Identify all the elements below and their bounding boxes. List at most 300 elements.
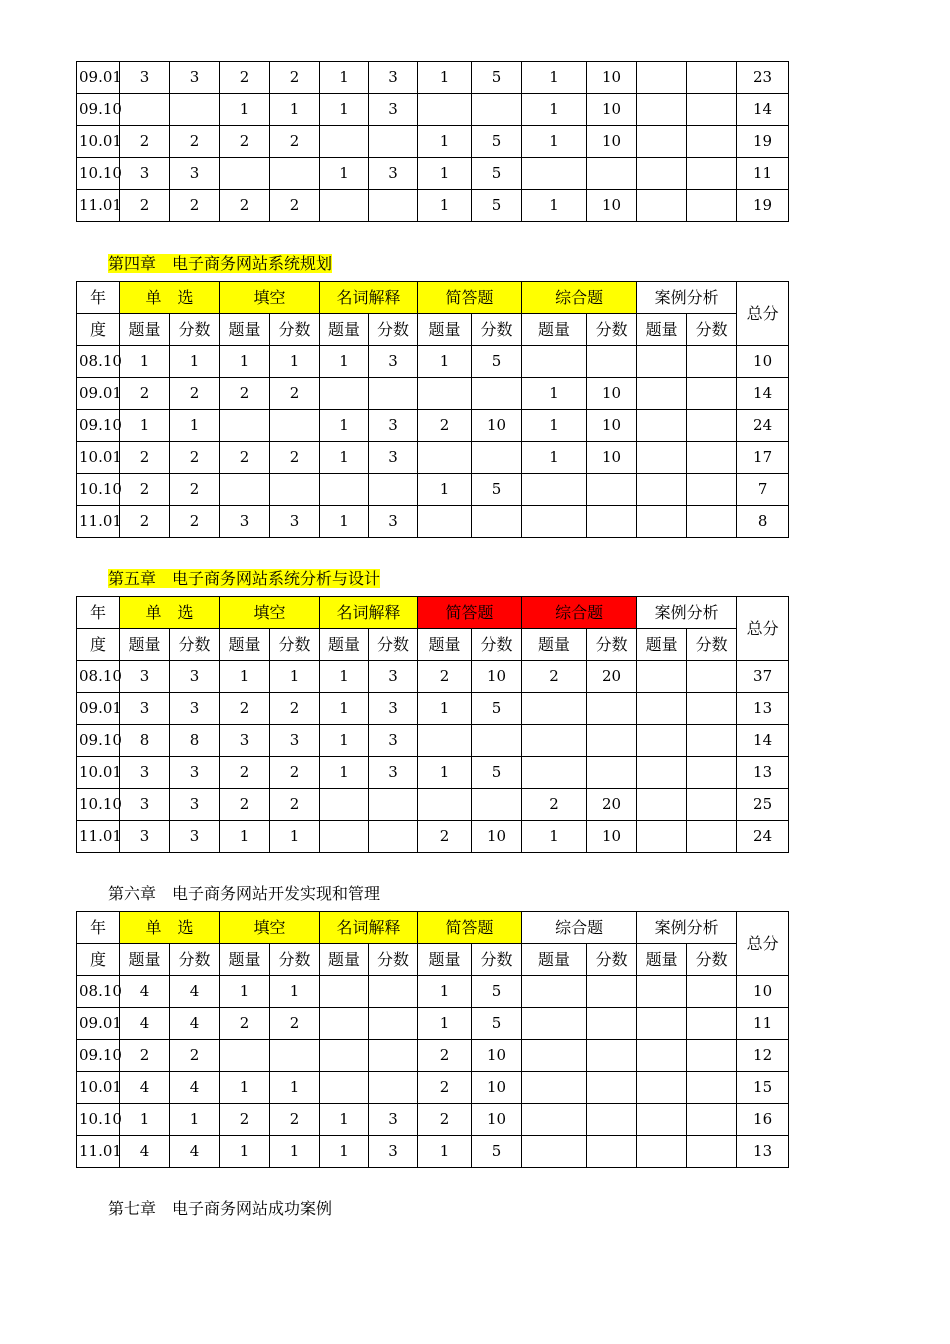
score-cell: 1	[522, 821, 587, 853]
score-cell: 3	[170, 757, 220, 789]
score-cell: 2	[270, 378, 320, 410]
score-cell	[522, 506, 587, 538]
score-cell: 4	[120, 1072, 170, 1104]
table-row	[77, 126, 789, 158]
chapter-4-title: 第四章 电子商务网站系统规划	[108, 254, 333, 273]
score-cell	[687, 821, 737, 853]
score-cell	[637, 158, 687, 190]
score-cell	[170, 94, 220, 126]
score-cell	[637, 821, 687, 853]
score-cell	[587, 1136, 637, 1168]
score-cell	[320, 1008, 369, 1040]
score-cell: 3	[369, 346, 418, 378]
score-cell	[637, 410, 687, 442]
header-year: 度	[77, 944, 120, 976]
score-cell	[587, 1040, 637, 1072]
header-total: 总分	[737, 597, 789, 661]
table-top-continued	[76, 61, 789, 222]
score-cell: 3	[170, 158, 220, 190]
score-cell: 10	[587, 410, 637, 442]
score-cell: 1	[220, 94, 270, 126]
header-count: 题量	[220, 629, 270, 661]
score-cell	[687, 976, 737, 1008]
score-cell	[320, 126, 369, 158]
score-cell: 3	[369, 94, 418, 126]
score-cell: 1	[320, 346, 369, 378]
header-score: 分数	[270, 314, 320, 346]
score-cell: 2	[220, 378, 270, 410]
score-cell	[687, 1136, 737, 1168]
score-cell	[687, 506, 737, 538]
score-cell	[320, 1040, 369, 1072]
header-count: 题量	[120, 314, 170, 346]
row-year: 11.01	[77, 506, 120, 538]
row-total: 7	[737, 474, 789, 506]
score-cell	[472, 94, 522, 126]
score-cell: 2	[220, 442, 270, 474]
table-row	[77, 693, 789, 725]
chapter-6-title: 第六章 电子商务网站开发实现和管理	[108, 884, 381, 903]
score-cell: 2	[270, 693, 320, 725]
score-cell: 4	[170, 976, 220, 1008]
score-cell	[320, 976, 369, 1008]
header-count: 题量	[522, 629, 587, 661]
score-cell	[522, 1136, 587, 1168]
score-cell: 3	[369, 661, 418, 693]
score-cell: 8	[170, 725, 220, 757]
score-cell: 5	[472, 126, 522, 158]
score-cell	[687, 62, 737, 94]
header-group: 简答题	[418, 282, 522, 314]
score-cell: 5	[472, 62, 522, 94]
score-cell: 2	[220, 693, 270, 725]
score-cell	[637, 1072, 687, 1104]
row-total: 12	[737, 1040, 789, 1072]
score-cell: 10	[587, 442, 637, 474]
score-cell: 1	[320, 442, 369, 474]
score-cell: 1	[418, 346, 472, 378]
score-cell: 2	[120, 442, 170, 474]
score-cell: 1	[120, 1104, 170, 1136]
score-cell: 10	[472, 821, 522, 853]
score-cell: 1	[522, 190, 587, 222]
score-cell: 4	[170, 1136, 220, 1168]
header-count: 题量	[120, 629, 170, 661]
score-cell: 1	[320, 94, 369, 126]
row-total: 10	[737, 346, 789, 378]
score-cell: 3	[120, 62, 170, 94]
header-subrow	[77, 944, 789, 976]
header-total: 总分	[737, 912, 789, 976]
row-total: 15	[737, 1072, 789, 1104]
score-cell: 1	[522, 410, 587, 442]
table-chapter-5	[76, 596, 789, 853]
table-row	[77, 62, 789, 94]
score-cell: 1	[522, 126, 587, 158]
score-cell	[637, 693, 687, 725]
score-cell: 2	[418, 1104, 472, 1136]
header-year: 年	[77, 597, 120, 629]
header-group: 名词解释	[320, 597, 418, 629]
score-cell	[369, 821, 418, 853]
score-cell	[687, 474, 737, 506]
score-cell: 2	[270, 1008, 320, 1040]
score-cell: 3	[369, 1104, 418, 1136]
header-score: 分数	[687, 944, 737, 976]
header-score: 分数	[687, 314, 737, 346]
score-cell	[637, 1008, 687, 1040]
score-cell	[637, 1104, 687, 1136]
score-cell: 4	[170, 1072, 220, 1104]
header-group: 名词解释	[320, 282, 418, 314]
row-total: 8	[737, 506, 789, 538]
score-cell: 3	[170, 821, 220, 853]
header-count: 题量	[120, 944, 170, 976]
score-cell	[687, 693, 737, 725]
score-cell: 1	[270, 346, 320, 378]
score-cell	[637, 126, 687, 158]
header-score: 分数	[170, 944, 220, 976]
score-cell: 1	[270, 661, 320, 693]
score-cell: 3	[270, 725, 320, 757]
row-year: 10.10	[77, 474, 120, 506]
score-cell: 2	[418, 1072, 472, 1104]
score-cell	[687, 1104, 737, 1136]
score-cell: 10	[587, 126, 637, 158]
score-cell: 5	[472, 1008, 522, 1040]
chapter-5-title: 第五章 电子商务网站系统分析与设计	[108, 569, 381, 588]
header-group: 综合题	[522, 282, 637, 314]
score-cell	[587, 158, 637, 190]
score-cell: 2	[170, 1040, 220, 1072]
score-cell	[687, 789, 737, 821]
score-cell: 5	[472, 693, 522, 725]
score-cell	[418, 506, 472, 538]
score-cell	[587, 506, 637, 538]
header-count: 题量	[220, 314, 270, 346]
score-table	[76, 596, 789, 853]
score-cell: 1	[120, 346, 170, 378]
score-cell: 1	[320, 506, 369, 538]
score-cell	[687, 346, 737, 378]
header-count: 题量	[320, 629, 369, 661]
score-cell: 3	[369, 725, 418, 757]
score-cell: 2	[270, 757, 320, 789]
score-cell	[320, 378, 369, 410]
header-score: 分数	[472, 944, 522, 976]
row-year: 10.10	[77, 158, 120, 190]
row-year: 10.01	[77, 442, 120, 474]
score-cell	[687, 410, 737, 442]
score-cell: 1	[320, 1104, 369, 1136]
row-year: 09.01	[77, 378, 120, 410]
score-cell: 2	[120, 378, 170, 410]
score-cell: 3	[220, 506, 270, 538]
header-score: 分数	[587, 944, 637, 976]
header-score: 分数	[587, 629, 637, 661]
table-row	[77, 725, 789, 757]
header-year: 度	[77, 629, 120, 661]
score-cell: 10	[587, 62, 637, 94]
score-cell: 1	[270, 1136, 320, 1168]
score-cell: 3	[120, 821, 170, 853]
header-group: 综合题	[522, 597, 637, 629]
header-group: 案例分析	[637, 282, 737, 314]
score-cell	[687, 158, 737, 190]
score-cell	[687, 94, 737, 126]
score-cell: 3	[170, 661, 220, 693]
score-cell	[320, 1072, 369, 1104]
score-cell: 3	[170, 693, 220, 725]
header-group: 简答题	[418, 597, 522, 629]
score-cell: 3	[270, 506, 320, 538]
score-cell: 8	[120, 725, 170, 757]
score-cell: 3	[170, 62, 220, 94]
score-cell	[637, 62, 687, 94]
score-cell: 2	[522, 661, 587, 693]
score-cell	[637, 442, 687, 474]
row-total: 24	[737, 410, 789, 442]
score-cell: 2	[418, 1040, 472, 1072]
score-table	[76, 281, 789, 538]
score-cell	[637, 190, 687, 222]
score-cell	[522, 346, 587, 378]
row-year: 10.01	[77, 126, 120, 158]
row-total: 19	[737, 126, 789, 158]
score-cell	[270, 410, 320, 442]
score-cell: 2	[270, 62, 320, 94]
score-cell: 2	[170, 442, 220, 474]
table-chapter-4	[76, 281, 789, 538]
header-score: 分数	[170, 314, 220, 346]
score-cell	[369, 474, 418, 506]
score-cell: 20	[587, 789, 637, 821]
score-cell: 2	[220, 190, 270, 222]
score-cell: 3	[369, 693, 418, 725]
row-total: 14	[737, 378, 789, 410]
table-row	[77, 442, 789, 474]
score-cell: 1	[418, 126, 472, 158]
score-cell: 10	[472, 1040, 522, 1072]
score-cell	[369, 1072, 418, 1104]
score-cell: 1	[320, 693, 369, 725]
score-cell: 1	[418, 976, 472, 1008]
row-year: 09.10	[77, 725, 120, 757]
score-cell	[369, 126, 418, 158]
score-cell	[418, 725, 472, 757]
score-cell: 20	[587, 661, 637, 693]
score-cell	[418, 378, 472, 410]
score-cell: 1	[270, 1072, 320, 1104]
score-cell: 4	[120, 1136, 170, 1168]
row-year: 09.10	[77, 1040, 120, 1072]
score-cell	[637, 346, 687, 378]
score-cell: 4	[120, 1008, 170, 1040]
score-cell: 1	[220, 821, 270, 853]
score-cell	[270, 158, 320, 190]
score-cell	[369, 378, 418, 410]
score-cell: 3	[369, 506, 418, 538]
score-cell: 10	[472, 410, 522, 442]
header-total: 总分	[737, 282, 789, 346]
score-cell: 10	[472, 1104, 522, 1136]
score-cell: 4	[170, 1008, 220, 1040]
score-cell	[522, 693, 587, 725]
row-year: 10.10	[77, 789, 120, 821]
header-count: 题量	[418, 314, 472, 346]
score-table	[76, 911, 789, 1168]
score-cell: 1	[170, 410, 220, 442]
score-cell: 2	[270, 126, 320, 158]
score-cell	[687, 1072, 737, 1104]
header-score: 分数	[369, 944, 418, 976]
score-cell	[220, 1040, 270, 1072]
header-count: 题量	[637, 944, 687, 976]
score-cell: 3	[170, 789, 220, 821]
score-cell: 2	[270, 1104, 320, 1136]
header-group: 填空	[220, 912, 320, 944]
score-cell: 2	[220, 789, 270, 821]
header-count: 题量	[637, 629, 687, 661]
score-cell: 1	[522, 442, 587, 474]
row-total: 24	[737, 821, 789, 853]
score-cell	[687, 1040, 737, 1072]
score-cell	[637, 1040, 687, 1072]
header-group: 单 选	[120, 597, 220, 629]
score-cell: 1	[418, 1136, 472, 1168]
score-cell: 2	[120, 126, 170, 158]
score-cell: 2	[170, 378, 220, 410]
header-year: 年	[77, 912, 120, 944]
header-group: 单 选	[120, 912, 220, 944]
score-cell	[522, 1008, 587, 1040]
score-cell	[587, 1072, 637, 1104]
score-cell	[120, 94, 170, 126]
score-cell	[637, 976, 687, 1008]
score-cell	[522, 474, 587, 506]
score-cell	[687, 725, 737, 757]
score-cell: 10	[587, 190, 637, 222]
score-cell	[637, 378, 687, 410]
score-cell: 1	[270, 821, 320, 853]
score-cell: 1	[220, 976, 270, 1008]
score-cell	[522, 757, 587, 789]
header-score: 分数	[472, 629, 522, 661]
score-cell: 10	[587, 94, 637, 126]
score-cell: 10	[587, 821, 637, 853]
score-cell: 2	[220, 62, 270, 94]
header-row	[77, 282, 789, 314]
score-cell	[320, 190, 369, 222]
score-cell: 2	[120, 474, 170, 506]
row-total: 13	[737, 693, 789, 725]
score-cell	[587, 693, 637, 725]
table-row	[77, 346, 789, 378]
header-score: 分数	[270, 944, 320, 976]
score-cell	[687, 661, 737, 693]
score-cell: 1	[320, 62, 369, 94]
row-year: 08.10	[77, 661, 120, 693]
score-cell: 5	[472, 976, 522, 1008]
row-total: 16	[737, 1104, 789, 1136]
table-row	[77, 506, 789, 538]
score-cell	[687, 442, 737, 474]
score-cell: 1	[220, 1136, 270, 1168]
header-count: 题量	[418, 944, 472, 976]
score-cell	[522, 725, 587, 757]
header-subrow	[77, 314, 789, 346]
header-year: 度	[77, 314, 120, 346]
row-total: 19	[737, 190, 789, 222]
header-score: 分数	[687, 629, 737, 661]
score-cell: 1	[418, 158, 472, 190]
row-total: 13	[737, 757, 789, 789]
score-cell	[320, 821, 369, 853]
score-cell	[587, 976, 637, 1008]
header-count: 题量	[637, 314, 687, 346]
header-score: 分数	[170, 629, 220, 661]
score-cell: 3	[369, 1136, 418, 1168]
score-cell	[522, 976, 587, 1008]
score-cell: 2	[220, 1008, 270, 1040]
row-total: 13	[737, 1136, 789, 1168]
score-cell: 2	[418, 821, 472, 853]
score-cell	[369, 190, 418, 222]
score-cell: 2	[418, 410, 472, 442]
score-cell: 5	[472, 474, 522, 506]
score-cell	[637, 725, 687, 757]
score-cell	[320, 474, 369, 506]
score-cell: 2	[418, 661, 472, 693]
score-cell	[369, 1008, 418, 1040]
score-cell: 3	[369, 410, 418, 442]
score-cell	[637, 506, 687, 538]
header-group: 综合题	[522, 912, 637, 944]
score-cell	[522, 1072, 587, 1104]
header-year: 年	[77, 282, 120, 314]
row-year: 11.01	[77, 1136, 120, 1168]
score-cell	[687, 378, 737, 410]
score-cell	[472, 442, 522, 474]
score-cell	[637, 661, 687, 693]
table-row	[77, 789, 789, 821]
header-score: 分数	[270, 629, 320, 661]
score-cell: 1	[418, 757, 472, 789]
score-cell: 1	[320, 410, 369, 442]
row-total: 14	[737, 94, 789, 126]
header-count: 题量	[522, 944, 587, 976]
score-cell	[369, 789, 418, 821]
score-cell	[587, 474, 637, 506]
score-cell: 10	[587, 378, 637, 410]
score-cell	[270, 474, 320, 506]
score-cell: 1	[418, 1008, 472, 1040]
score-cell: 1	[220, 1072, 270, 1104]
score-cell	[522, 1104, 587, 1136]
score-cell: 1	[120, 410, 170, 442]
row-total: 23	[737, 62, 789, 94]
score-cell	[687, 190, 737, 222]
score-cell	[220, 158, 270, 190]
score-cell	[320, 789, 369, 821]
table-row	[77, 757, 789, 789]
score-cell: 10	[472, 1072, 522, 1104]
header-group: 案例分析	[637, 912, 737, 944]
header-group: 名词解释	[320, 912, 418, 944]
table-row	[77, 474, 789, 506]
score-cell	[587, 725, 637, 757]
header-count: 题量	[320, 314, 369, 346]
